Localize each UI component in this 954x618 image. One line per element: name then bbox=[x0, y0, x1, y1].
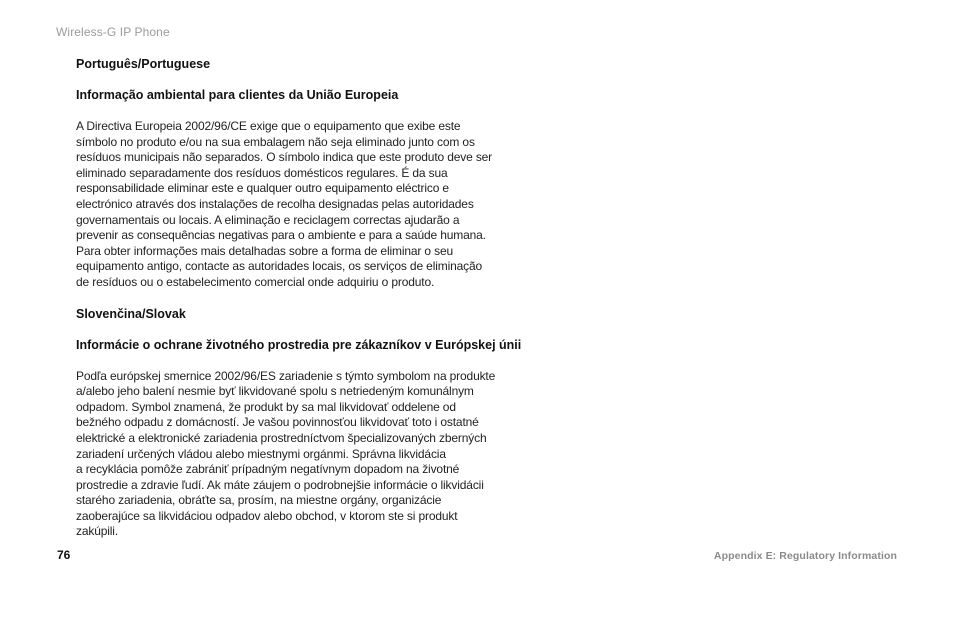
paragraph-line: Podľa európskej smernice 2002/96/ES zariadenie s týmto symbolom na produkte bbox=[76, 368, 496, 383]
body-paragraph bbox=[76, 369, 576, 541]
page-content bbox=[76, 57, 576, 556]
paragraph-line: zariadení určených vládou alebo miestnymi orgánmi. Správna likvidácia bbox=[76, 446, 446, 461]
paragraph-line: elektrické a elektronické zariadenia prostredníctvom špecializovaných zberných bbox=[76, 430, 487, 445]
running-footer: Appendix E: Regulatory Information bbox=[713, 550, 897, 562]
section-title: Informação ambiental para clientes da União Europeia bbox=[76, 88, 399, 102]
language-heading: Slovenčina/Slovak bbox=[76, 306, 186, 321]
paragraph-line: governamentais ou locais. A eliminação e reciclagem correctas ajudarão a bbox=[76, 212, 460, 227]
paragraph-line: eliminado separadamente dos resíduos domésticos regulares. É da sua bbox=[76, 165, 448, 180]
paragraph-line: símbolo no produto e/ou na sua embalagem não seja eliminado junto com os bbox=[76, 134, 475, 149]
body-paragraph bbox=[76, 119, 576, 291]
section-title: Informácie o ochrane životného prostredia pre zákazníkov v Európskej únii bbox=[76, 337, 522, 352]
section-portuguese bbox=[76, 57, 576, 291]
paragraph-line: a/alebo jeho balení nesmie byť likvidované spolu s netriedeným komunálnym bbox=[76, 384, 474, 399]
paragraph-line: electrónico através dos instalações de recolha designadas pelas autoridades bbox=[76, 196, 474, 211]
language-heading: Português/Portuguese bbox=[76, 57, 211, 71]
paragraph-line: zakúpili. bbox=[76, 524, 119, 539]
paragraph-line: resíduos municipais não separados. O símbolo indica que este produto deve ser bbox=[76, 150, 493, 165]
paragraph-line: equipamento antigo, contacte as autoridades locais, os serviços de eliminação bbox=[76, 259, 483, 274]
paragraph-line: starého zariadenia, obráťte sa, prosím, na miestne orgány, organizácie bbox=[76, 493, 442, 508]
paragraph-line: bežného odpadu z domácností. Je vašou povinnosťou likvidovať toto i ostatné bbox=[76, 415, 479, 430]
paragraph-line: odpadom. Symbol znamená, že produkt by sa mal likvidovať oddelene od bbox=[76, 399, 456, 414]
paragraph-line: de resíduos ou o estabelecimento comercial onde adquiriu o produto. bbox=[76, 274, 435, 289]
paragraph-line: a recyklácia pomôže zabrániť prípadným negatívnym dopadom na životné bbox=[76, 462, 460, 477]
section-slovak bbox=[76, 307, 576, 541]
running-header: Wireless-G IP Phone bbox=[56, 25, 170, 39]
page-number: 76 bbox=[57, 548, 71, 562]
paragraph-line: prevenir as consequências negativas para o ambiente e para a saúde humana. bbox=[76, 228, 486, 243]
paragraph-line: prostredie a zdravie ľudí. Ak máte záujem o podrobnejšie informácie o likvidácii bbox=[76, 477, 484, 492]
paragraph-line: zaoberajúce sa likvidáciou odpadov alebo obchod, v ktorom ste si produkt bbox=[76, 508, 458, 523]
paragraph-line: Para obter informações mais detalhadas sobre a forma de eliminar o seu bbox=[76, 243, 454, 258]
paragraph-line: A Directiva Europeia 2002/96/CE exige que o equipamento que exibe este bbox=[76, 119, 461, 133]
paragraph-line: responsabilidade eliminar este e qualquer outro equipamento eléctrico e bbox=[76, 181, 449, 196]
